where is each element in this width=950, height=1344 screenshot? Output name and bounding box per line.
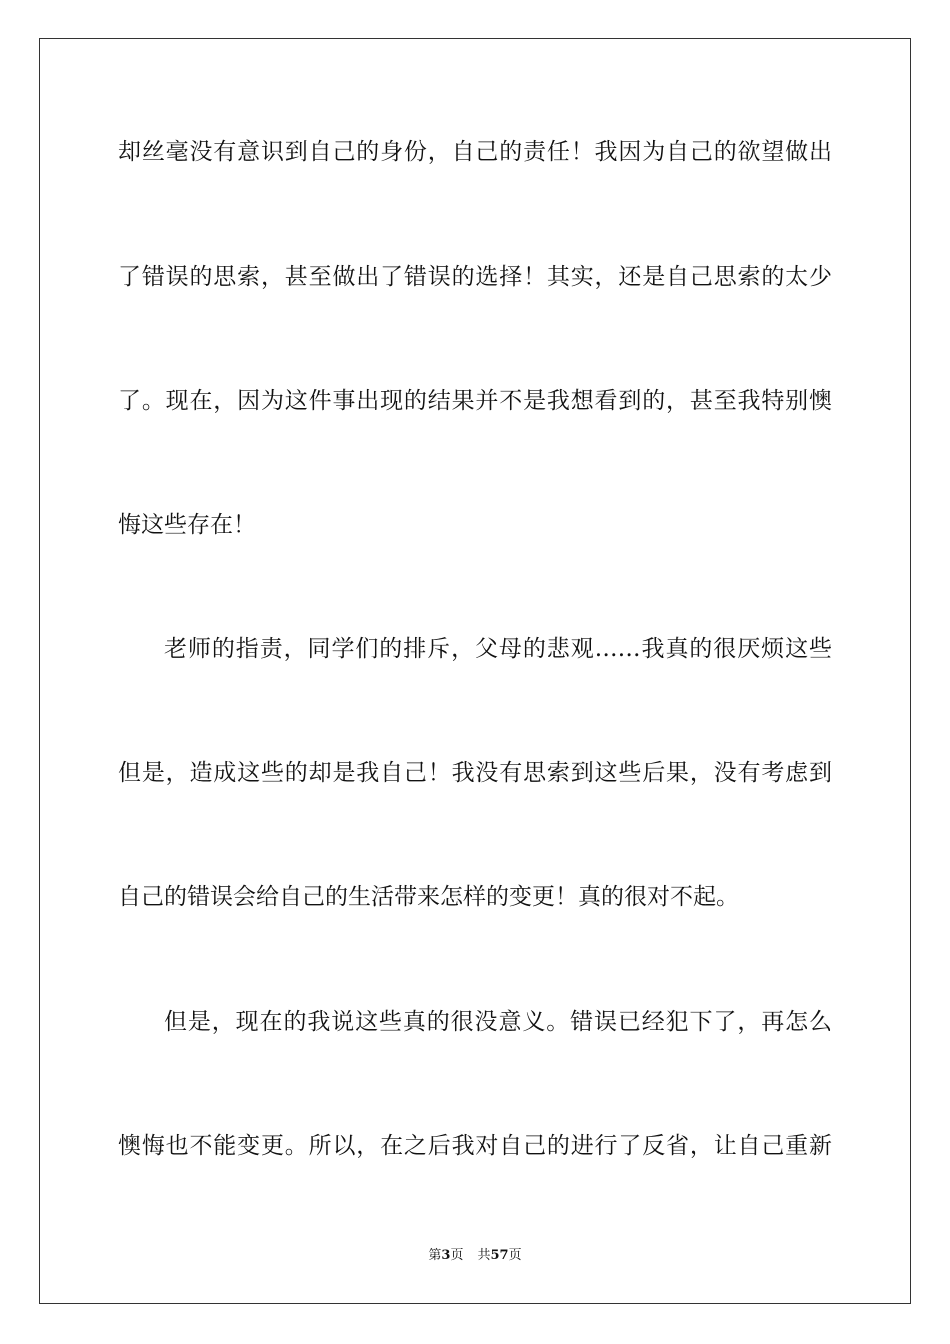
text-line-8: 但是，现在的我说这些真的很没意义。错误已经犯下了，再怎么 — [164, 1009, 832, 1035]
text-line-9: 懊悔也不能变更。所以，在之后我对自己的进行了反省，让自己重新 — [118, 1133, 832, 1159]
text-line-4: 悔这些存在！ — [118, 512, 256, 538]
text-line-7: 自己的错误会给自己的生活带来怎样的变更！真的很对不起。 — [118, 884, 739, 910]
text-line-5: 老师的指责，同学们的排斥，父母的悲观……我真的很厌烦这些 — [164, 636, 832, 662]
text-line-1: 却丝毫没有意识到自己的身份，自己的责任！我因为自己的欲望做出 — [118, 139, 832, 165]
text-line-3: 了。现在，因为这件事出现的结果并不是我想看到的，甚至我特别懊 — [118, 388, 832, 414]
page-number-label: 第3页 — [428, 1248, 464, 1263]
text-line-2: 了错误的思索，甚至做出了错误的选择！其实，还是自己思索的太少 — [118, 264, 832, 290]
total-pages-label: 共57页 — [477, 1248, 522, 1263]
text-line-6: 但是，造成这些的却是我自己！我没有思索到这些后果，没有考虑到 — [118, 760, 832, 786]
page-footer — [0, 1247, 950, 1265]
page-border — [39, 38, 911, 1304]
